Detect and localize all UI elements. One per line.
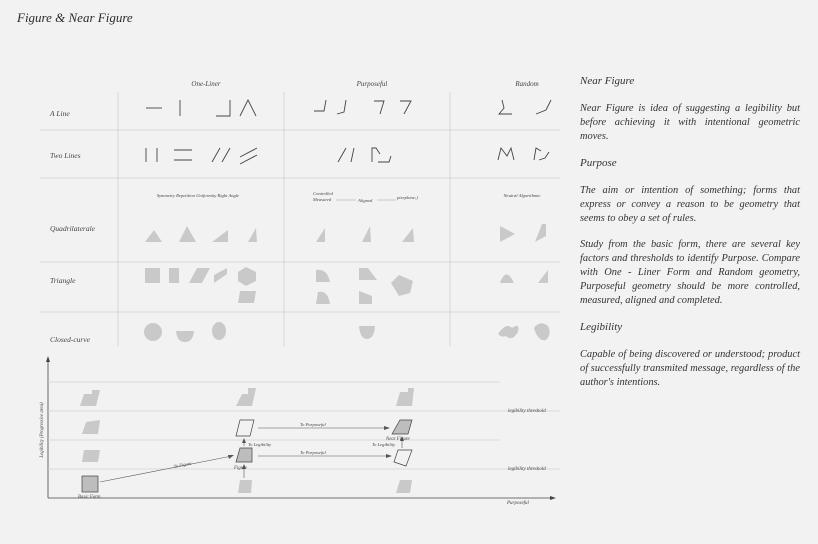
factor-controlled: Controlled [313,191,333,196]
matrix-grid [40,92,560,346]
paragraph-purpose-definition: The aim or intention of something; forms that express or convey a reason to be geometry that seems to obey a set of rules. [580,185,800,224]
heading-purpose: Purpose [580,157,617,169]
paragraph-legibility: Capable of being discovered or understood; product of successfully transmited message, regardless of the author's intentions. [580,349,800,388]
row-two-lines-shapes [146,148,549,164]
paragraph-near-figure: Near Figure is idea of suggesting a legibility but before achieving it with intentional geometric moves. [580,103,800,142]
label-basic-form: Basic Form [78,495,101,500]
y-axis-label: Legibility (Progressive area) [40,402,45,458]
side-panel [580,74,800,402]
shape-line [337,100,346,114]
shape-line [216,100,230,116]
row-a-line-shapes [146,100,551,116]
label-figure: Figure [234,466,247,471]
heading-legibility: Legibility [580,321,623,333]
shape-line [240,100,256,116]
figure-shape [236,448,252,462]
paragraph-purpose-study: Study from the basic form, there are several key factors and thresholds to identify Purpose. Compare with One - Liner Form and Random geometry, Purposeful geometry should be more controlled, measured, aligned and completed. [580,239,800,306]
graph-shapes [80,388,414,493]
x-axis-label: Purposeful [507,501,529,506]
page-title: Figure & Near Figure [17,10,133,25]
label-to-purposeful-1: To Purposeful [300,422,326,427]
threshold-label-lower: legibility threshold [508,467,546,472]
purposeful-shape [394,450,412,466]
row-label-triangle: Triangle [50,276,76,285]
column-header-one-liner: One-Liner [191,80,221,88]
threshold-label-upper: legibility threshold [508,409,546,414]
column-header-random: Random [515,80,539,88]
factor-aligned: Aligned [358,198,373,203]
label-to-purposeful-2: To Purposeful [300,450,326,455]
row-label-two-lines: Two Lines [50,151,81,160]
shape-line [314,100,326,111]
shape-line [499,100,512,114]
row-closed-curve-shapes [144,322,550,342]
factor-measured: Measured [313,197,332,202]
label-near-figure: Near Figure [386,437,410,442]
column-header-purposeful: Purposeful [356,80,388,88]
row-triangle-shapes [145,267,548,304]
graph-arrowheads [228,426,404,469]
label-to-legibility-1: To Legibility [248,442,272,447]
heading-near-figure: Near Figure [580,75,635,87]
near-form-shape [236,420,254,436]
basic-form-shape [82,476,98,492]
factor-one-liner: Symmetry Repetition Uniformity Right Angle [156,193,240,198]
row-label-a-line: A Line [50,109,70,118]
factor-random: Neutral Algorithmic [503,193,541,198]
near-figure-shape [392,420,412,434]
row-label-closed-curve: Closed-curve [50,335,90,344]
label-to-figure: To Figure [173,460,192,469]
shape-line [374,101,384,114]
factor-pixeplane: pixeplane;) [397,195,418,200]
label-to-legibility-2: To Legibility [372,442,396,447]
shape-line [400,101,411,114]
row-label-quadrilaterale: Quadrilaterale [50,224,95,233]
shape-line [536,100,551,114]
row-quadrilaterale-shapes [145,224,546,242]
